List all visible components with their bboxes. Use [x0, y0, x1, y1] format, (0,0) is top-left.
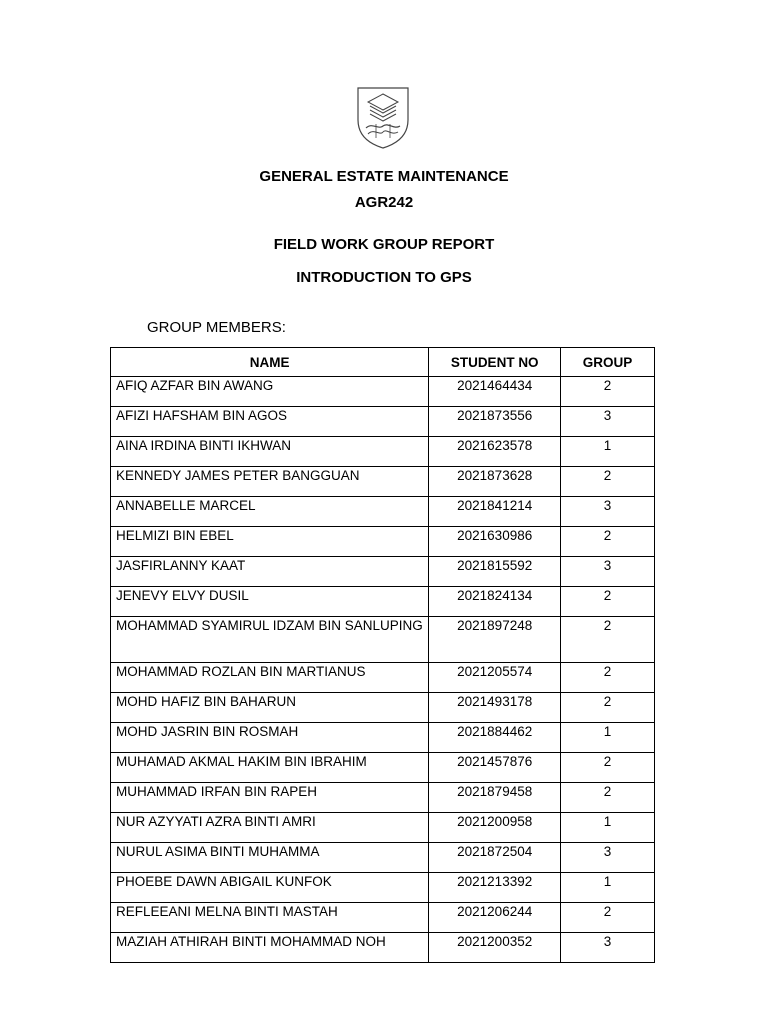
table-row [111, 587, 655, 617]
table-header-row [111, 348, 655, 377]
column-header-group: GROUP [561, 348, 655, 377]
student-number-cell: 2021841214 [429, 497, 561, 527]
group-number-cell: 1 [561, 813, 655, 843]
group-number-cell: 3 [561, 497, 655, 527]
group-number-cell: 2 [561, 693, 655, 723]
member-name-cell: MOHD HAFIZ BIN BAHARUN [111, 693, 429, 723]
student-number-cell: 2021879458 [429, 783, 561, 813]
table-row [111, 663, 655, 693]
student-number-cell: 2021897248 [429, 617, 561, 663]
group-number-cell: 3 [561, 407, 655, 437]
members-table [110, 347, 655, 963]
group-number-cell: 2 [561, 753, 655, 783]
member-name-cell: MOHAMMAD ROZLAN BIN MARTIANUS [111, 663, 429, 693]
member-name-cell: MAZIAH ATHIRAH BINTI MOHAMMAD NOH [111, 933, 429, 963]
student-number-cell: 2021206244 [429, 903, 561, 933]
member-name-cell: AFIZI HAFSHAM BIN AGOS [111, 407, 429, 437]
student-number-cell: 2021493178 [429, 693, 561, 723]
student-number-cell: 2021464434 [429, 377, 561, 407]
group-number-cell: 2 [561, 663, 655, 693]
column-header-student-no: STUDENT NO [429, 348, 561, 377]
group-number-cell: 1 [561, 873, 655, 903]
table-row [111, 497, 655, 527]
table-row [111, 873, 655, 903]
member-name-cell: MOHAMMAD SYAMIRUL IDZAM BIN SANLUPING [111, 617, 429, 663]
group-number-cell: 2 [561, 903, 655, 933]
member-name-cell: KENNEDY JAMES PETER BANGGUAN [111, 467, 429, 497]
table-row [111, 783, 655, 813]
report-subtitle: INTRODUCTION TO GPS [296, 269, 472, 286]
student-number-cell: 2021824134 [429, 587, 561, 617]
student-number-cell: 2021457876 [429, 753, 561, 783]
student-number-cell: 2021884462 [429, 723, 561, 753]
member-name-cell: MOHD JASRIN BIN ROSMAH [111, 723, 429, 753]
member-name-cell: JASFIRLANNY KAAT [111, 557, 429, 587]
group-number-cell: 2 [561, 527, 655, 557]
table-row [111, 843, 655, 873]
table-row [111, 377, 655, 407]
group-number-cell: 3 [561, 557, 655, 587]
member-name-cell: MUHAMAD AKMAL HAKIM BIN IBRAHIM [111, 753, 429, 783]
table-row [111, 467, 655, 497]
member-name-cell: AFIQ AZFAR BIN AWANG [111, 377, 429, 407]
table-row [111, 407, 655, 437]
table-row [111, 693, 655, 723]
university-crest-logo [354, 86, 412, 150]
table-row [111, 437, 655, 467]
course-code: AGR242 [354, 194, 414, 211]
group-number-cell: 2 [561, 617, 655, 663]
member-name-cell: HELMIZI BIN EBEL [111, 527, 429, 557]
student-number-cell: 2021873556 [429, 407, 561, 437]
student-number-cell: 2021815592 [429, 557, 561, 587]
member-name-cell: PHOEBE DAWN ABIGAIL KUNFOK [111, 873, 429, 903]
group-number-cell: 3 [561, 933, 655, 963]
table-row [111, 527, 655, 557]
course-title: GENERAL ESTATE MAINTENANCE [259, 168, 509, 185]
group-number-cell: 3 [561, 843, 655, 873]
student-number-cell: 2021205574 [429, 663, 561, 693]
members-table-body [111, 377, 655, 963]
student-number-cell: 2021200352 [429, 933, 561, 963]
student-number-cell: 2021630986 [429, 527, 561, 557]
member-name-cell: AINA IRDINA BINTI IKHWAN [111, 437, 429, 467]
table-row [111, 903, 655, 933]
table-row [111, 723, 655, 753]
group-members-label: GROUP MEMBERS: [147, 319, 286, 336]
member-name-cell: NURUL ASIMA BINTI MUHAMMA [111, 843, 429, 873]
student-number-cell: 2021200958 [429, 813, 561, 843]
member-name-cell: JENEVY ELVY DUSIL [111, 587, 429, 617]
report-title: FIELD WORK GROUP REPORT [273, 236, 495, 253]
group-number-cell: 2 [561, 587, 655, 617]
student-number-cell: 2021213392 [429, 873, 561, 903]
group-number-cell: 2 [561, 783, 655, 813]
column-header-name: NAME [111, 348, 429, 377]
member-name-cell: REFLEEANI MELNA BINTI MASTAH [111, 903, 429, 933]
student-number-cell: 2021873628 [429, 467, 561, 497]
member-name-cell: ANNABELLE MARCEL [111, 497, 429, 527]
table-row [111, 557, 655, 587]
group-number-cell: 1 [561, 723, 655, 753]
member-name-cell: NUR AZYYATI AZRA BINTI AMRI [111, 813, 429, 843]
group-number-cell: 2 [561, 377, 655, 407]
table-row [111, 753, 655, 783]
table-row [111, 933, 655, 963]
student-number-cell: 2021623578 [429, 437, 561, 467]
student-number-cell: 2021872504 [429, 843, 561, 873]
member-name-cell: MUHAMMAD IRFAN BIN RAPEH [111, 783, 429, 813]
group-number-cell: 2 [561, 467, 655, 497]
table-row [111, 617, 655, 663]
group-number-cell: 1 [561, 437, 655, 467]
table-row [111, 813, 655, 843]
